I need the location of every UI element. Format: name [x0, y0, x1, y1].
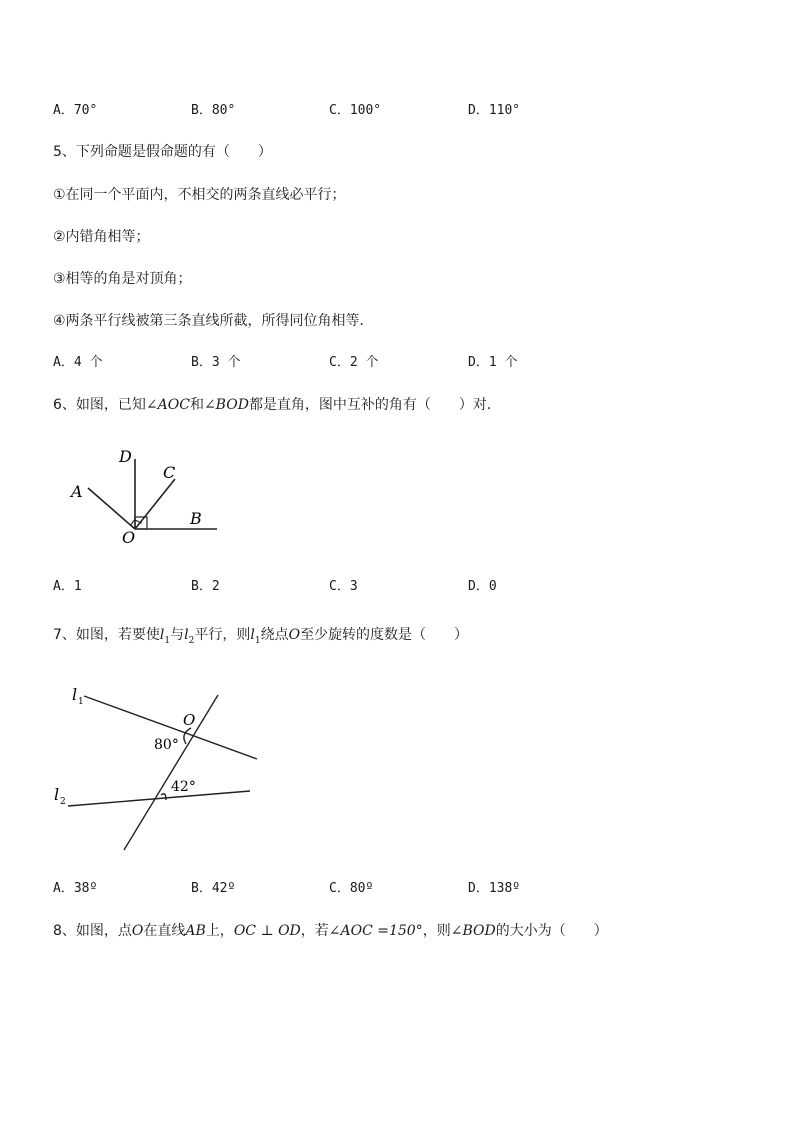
q7-angle-80: 80°	[154, 737, 179, 753]
q7-stem-c: 平行，则	[194, 627, 251, 643]
q8-perp: OC ⊥ OD	[233, 923, 301, 939]
q6-right-angle-mark-2	[131, 520, 142, 526]
q7-l2: l	[184, 627, 189, 643]
q6-stem-c: 都是直角，图中互补的角有（ ）对．	[248, 397, 501, 413]
q5-option-d: D．1 个	[468, 355, 518, 370]
q7-label-l2: l	[54, 785, 60, 804]
q4-option-c: C．100°	[329, 103, 382, 118]
q7-stem-b: 与	[170, 627, 185, 643]
q7-stem-d: 绕点	[260, 627, 289, 643]
q7-l1-sub: 1	[164, 635, 171, 646]
q8-stem-e: ，则	[422, 923, 451, 939]
q6-figure	[60, 440, 230, 550]
q8-cond: ∠AOC =150°	[328, 923, 423, 939]
q7-l1: l	[159, 627, 165, 643]
q6-label-a: A	[71, 482, 83, 501]
q6-label-b: B	[190, 509, 202, 528]
q7-angle-42: 42°	[171, 779, 196, 795]
q6-angle-aoc: ∠AOC	[145, 397, 190, 413]
q6-option-c: C．3	[329, 579, 358, 594]
q7-transversal	[124, 695, 218, 850]
q7-arc-42	[161, 794, 166, 800]
q7-option-d: D．138º	[468, 881, 521, 896]
q8-stem-b: 在直线	[143, 923, 186, 939]
q7-label-l1-sub: 1	[78, 697, 84, 707]
q7-stem-e: 至少旋转的度数是（ ）	[300, 627, 469, 643]
q6-option-b: B．2	[191, 579, 220, 594]
q7-l3-sub: 1	[254, 635, 261, 646]
q6-option-d: D．0	[468, 579, 497, 594]
q7-option-c: C．80º	[329, 881, 374, 896]
q6-ray-oa	[88, 488, 135, 529]
q7-point-o: O	[288, 627, 301, 643]
q7-l2-sub: 2	[188, 635, 195, 646]
q6-angle-bod: ∠BOD	[203, 397, 249, 413]
q7-figure	[50, 678, 270, 858]
q4-option-d: D．110°	[468, 103, 521, 118]
q8-stem	[53, 922, 608, 940]
q8-stem-d: ，若	[300, 923, 329, 939]
q7-option-b: B．42º	[191, 881, 236, 896]
q5-item-2: ②内错角相等；	[53, 229, 150, 245]
q6-stem-a: 6、如图，已知	[53, 397, 146, 413]
q8-stem-c: 上，	[205, 923, 234, 939]
q8-target: ∠BOD	[450, 923, 496, 939]
q6-label-d: D	[119, 447, 132, 466]
q8-stem-f: 的大小为（ ）	[495, 923, 608, 939]
q5-option-a: A．4 个	[53, 355, 103, 370]
q6-stem-b: 和	[189, 397, 204, 413]
q7-stem-a: 7、如图，若要使	[53, 627, 160, 643]
q8-line-ab: AB	[185, 923, 206, 939]
q5-option-b: B．3 个	[191, 355, 241, 370]
q6-ray-oc	[135, 479, 175, 529]
q7-l3: l	[250, 627, 255, 643]
q4-option-a: A．70°	[53, 103, 98, 118]
q6-label-c: C	[163, 463, 176, 482]
q6-label-o: O	[122, 528, 136, 547]
q5-item-3: ③相等的角是对顶角；	[53, 271, 192, 287]
q7-option-a: A．38º	[53, 881, 98, 896]
q5-item-1: ①在同一个平面内，不相交的两条直线必平行；	[53, 187, 346, 203]
q7-stem	[53, 626, 468, 650]
q5-stem: 5、下列命题是假命题的有（ ）	[53, 144, 272, 160]
q8-point-o: O	[131, 923, 144, 939]
q6-option-a: A．1	[53, 579, 82, 594]
q5-item-4: ④两条平行线被第三条直线所截，所得同位角相等．	[53, 313, 374, 329]
q4-option-b: B．80°	[191, 103, 236, 118]
q8-stem-a: 8、如图，点	[53, 923, 132, 939]
q5-option-c: C．2 个	[329, 355, 379, 370]
q6-stem	[53, 396, 501, 414]
q7-label-l2-sub: 2	[60, 797, 66, 807]
q7-label-l1: l	[72, 685, 78, 704]
q7-label-o: O	[183, 711, 196, 729]
